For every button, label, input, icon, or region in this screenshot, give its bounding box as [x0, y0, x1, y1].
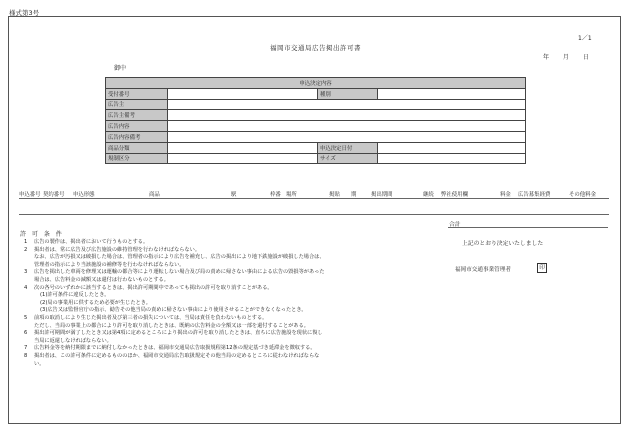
condition-text: (1)許可条件に違反したとき。 — [40, 292, 110, 299]
product-category-value — [168, 142, 318, 153]
col-posting: 掲貼 — [329, 192, 340, 198]
condition-item — [24, 323, 444, 331]
condition-text: 広告料金等を納付期限までに納付しなかったときは、福岡市交通局広告取扱規程第12条の規定基づき延滞金を徴収する。 — [34, 345, 316, 352]
condition-item — [24, 277, 444, 285]
decision-header-row — [106, 78, 526, 89]
document-title: 福岡市交通局広告掲出許可書 — [270, 44, 361, 52]
decision-row — [106, 88, 526, 99]
list-divider — [19, 214, 609, 215]
condition-item — [24, 269, 444, 277]
col-posting-period: 掲出期間 — [371, 192, 393, 198]
decision-row — [106, 142, 526, 153]
manager-title: 福岡市交通事業管理者 — [455, 267, 511, 273]
condition-text: 掲出者は、常に広告及び広告施設の維持管理を行わなければならない。 — [34, 246, 201, 253]
col-company-use: 弊社使用欄 — [441, 192, 468, 198]
conditions-title: 許 可 条 件 — [20, 231, 62, 238]
col-fee: 料金 — [500, 192, 511, 198]
decision-row — [106, 110, 526, 121]
condition-text: 当局に返還しなければならない。 — [34, 337, 112, 344]
header-divider — [19, 198, 609, 199]
form-number: 様式第3号 — [9, 9, 40, 17]
condition-text: 場合は、広告料金の減額又は還付は行わないものとする。 — [34, 276, 169, 283]
page-number: 1／1 — [578, 35, 592, 42]
condition-text: 広告を掲出した車両を修理又は運輸の都合等により運転しない場合及び局の責めに帰さない事由による広告の毀損等があった — [34, 269, 325, 276]
col-station: 駅 — [231, 192, 237, 198]
condition-item — [24, 361, 444, 369]
total-underline — [448, 227, 608, 228]
condition-text: 管理者の指示により当該施設の補修等を行わなければならない。 — [34, 261, 185, 268]
application-columns-header — [19, 190, 609, 198]
condition-number — [24, 254, 34, 262]
type-label: 種別 — [318, 88, 378, 99]
condition-text: い。 — [34, 360, 45, 367]
condition-number: 1 — [24, 239, 28, 245]
col-term: 期 — [351, 192, 357, 198]
col-other-fees: その他料金 — [569, 192, 596, 198]
condition-item — [24, 307, 444, 315]
ad-content-label: 広告内容 — [106, 121, 168, 132]
col-location: 場所 — [286, 192, 297, 198]
condition-text: 次の各号のいずれかに該当するときは、掲出許可期間中であっても掲出の許可を取り消すことがある。 — [34, 284, 273, 291]
seal-box: 印 — [537, 263, 547, 273]
condition-item — [24, 254, 444, 262]
condition-item — [24, 353, 444, 361]
condition-text: 掲出者は、この許可条件に定めるもののほか、福岡市交通局広告取扱規定その他当局の定めるところに従わなければならな — [34, 352, 320, 359]
reception-number-value — [168, 88, 318, 99]
condition-text: (3)広告又は監督官庁の指示、勧告その他当局の責めに帰さない事由により使用させることができなくなったとき。 — [40, 307, 307, 314]
condition-number — [24, 338, 34, 346]
condition-number: 4 — [24, 284, 28, 291]
product-category-label: 商品分類 — [106, 142, 168, 153]
recipient-honorific: 御中 — [114, 65, 127, 72]
condition-item — [24, 345, 444, 353]
conditions-list — [24, 239, 444, 368]
advertiser-label: 広告主 — [106, 99, 168, 110]
condition-number: 5 — [24, 314, 28, 321]
ad-content-notes-value — [168, 131, 526, 142]
condition-item — [24, 239, 444, 247]
col-frame-number: 枠番 — [270, 192, 281, 198]
advertiser-notes-value — [168, 110, 526, 121]
type-value — [378, 88, 526, 99]
condition-number — [24, 262, 34, 270]
condition-text: なお、広告が汚損又は破損した場合は、管理者の指示により広告を補充し、広告の掲出により地下鉄施設が破損した場合は、 — [34, 254, 325, 261]
condition-item — [24, 330, 444, 338]
condition-text: 前項の取消しにより生じた掲出者及び第三者の損失については、当局は責任を負わないものとする。 — [34, 314, 268, 321]
advertiser-value — [168, 99, 526, 110]
condition-number: 6 — [24, 330, 28, 337]
condition-item — [24, 315, 444, 323]
condition-number — [24, 323, 34, 331]
condition-number: 7 — [24, 345, 28, 352]
condition-number: 2 — [24, 246, 28, 253]
condition-number: 8 — [24, 352, 28, 359]
condition-text: ただし、当局の事業上の都合により許可を取り消したときは、既納の広告料金の全額又は一部を還付することがある。 — [34, 322, 309, 329]
size-value — [378, 153, 526, 164]
col-continuation: 継続 — [423, 192, 434, 198]
date-line: 年 月 日 — [543, 54, 589, 61]
decision-row — [106, 99, 526, 110]
total-label: 合計 — [449, 222, 461, 228]
condition-number: 3 — [24, 269, 28, 276]
advertiser-notes-label: 広告主備考 — [106, 110, 168, 121]
decision-row — [106, 131, 526, 142]
condition-number — [24, 277, 34, 285]
decision-header: 申込決定内容 — [106, 78, 526, 89]
condition-item — [24, 292, 444, 300]
decision-date-value — [378, 142, 526, 153]
regulation-class-label: 規制区分 — [106, 153, 168, 164]
regulation-class-value — [168, 153, 318, 164]
col-application-number: 申込番号 — [19, 192, 41, 198]
size-label: サイズ — [318, 153, 378, 164]
decided-statement: 上記のとおり決定いたしました — [462, 241, 544, 247]
condition-text: (2)局の事業用に供するため必要が生じたとき。 — [40, 299, 151, 306]
col-product: 商品 — [149, 192, 160, 198]
decision-row — [106, 121, 526, 132]
condition-number — [24, 361, 34, 369]
col-application-form: 申込形態 — [73, 192, 95, 198]
ad-content-notes-label: 広告内容備考 — [106, 131, 168, 142]
condition-text: 掲出許可期間が満了したとき又は第4項に定めるところにより掲出の許可を取り消したときは、直ちに広告施設を現状に復し — [34, 330, 323, 337]
ad-content-value — [168, 121, 526, 132]
col-contract-number: 契約番号 — [43, 192, 65, 198]
reception-number-label: 受付番号 — [106, 88, 168, 99]
decision-row — [106, 153, 526, 164]
decision-table — [105, 77, 526, 164]
decision-date-label: 申込決定日付 — [318, 142, 378, 153]
condition-text: 広告の製作は、掲出者において行うものとする。 — [34, 239, 149, 245]
col-recruitment-expense: 広告募集経費 — [518, 192, 551, 198]
